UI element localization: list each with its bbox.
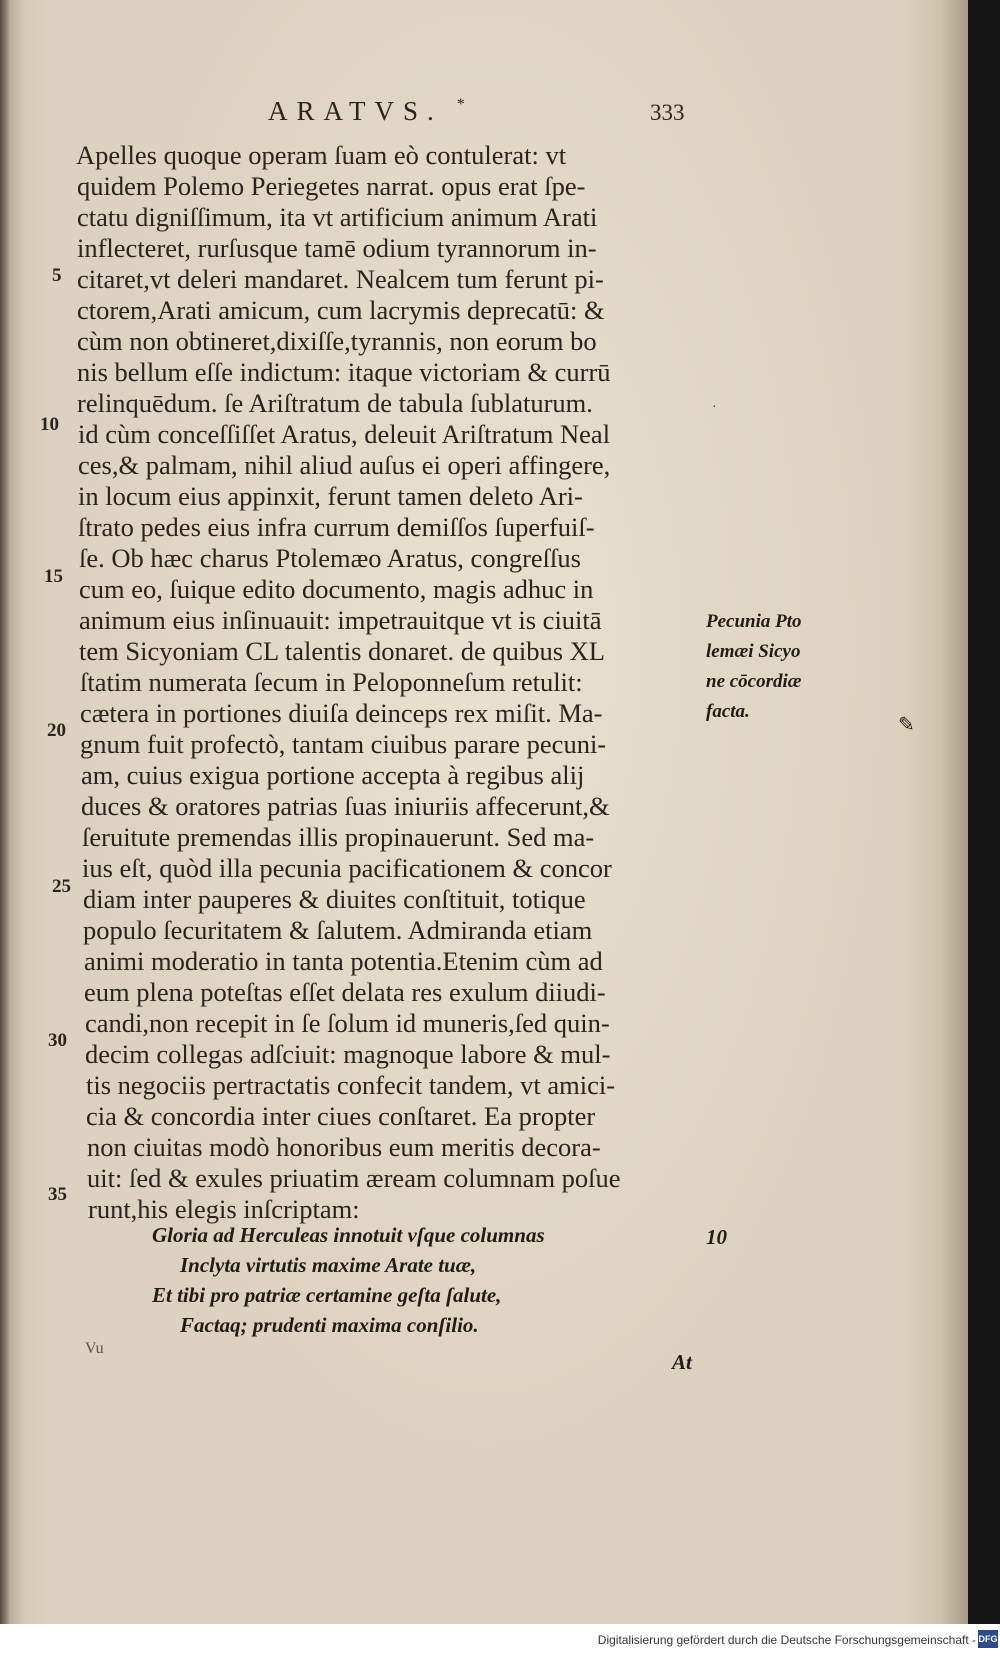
text-line: ſtatim numerata ſecum in Peloponneſum retulit:: [80, 667, 583, 697]
text-line: cætera in portiones diuiſa deinceps rex miſit. Ma-: [80, 698, 603, 728]
verse-line: Et tibi pro patriæ certamine geſta ſalute,: [152, 1283, 502, 1307]
text-line: ctorem,Arati amicum, cum lacrymis deprecatū: &: [77, 295, 605, 325]
page-edge-shadow: [0, 0, 10, 1624]
text-line: animum eius inſinuauit: impetrauitque vt is ciuitā: [79, 605, 602, 635]
running-head-mark: *: [456, 96, 465, 113]
verse-line: Factaq; prudenti maxima conſilio.: [180, 1313, 479, 1337]
line-number: 10: [40, 414, 59, 435]
dfg-logo-icon: DFG: [978, 1630, 998, 1648]
sidenote-line: facta.: [706, 701, 750, 722]
pointer-mark: ✎: [898, 714, 915, 736]
text-line: non ciuitas modò honoribus eum meritis decora-: [87, 1132, 601, 1162]
text-line: inflecteret, rurſusque tamē odium tyrannorum in-: [77, 233, 597, 263]
catchword: At: [672, 1350, 692, 1374]
sidenote-line: Pecunia Pto: [706, 611, 802, 632]
text-line: ius eſt, quòd illa pecunia pacificationem & concor: [82, 853, 612, 883]
running-head-title: ARATVS.: [268, 96, 443, 126]
text-line: nis bellum eſſe indictum: itaque victoriam & currū: [77, 357, 611, 387]
stray-dot: ·: [712, 400, 717, 415]
line-number: 35: [48, 1184, 67, 1205]
sidenote-line: ne cōcordiæ: [706, 671, 802, 692]
signature-mark: Vu: [85, 1340, 104, 1357]
line-number: 15: [44, 566, 63, 587]
verse-line: Gloria ad Herculeas innotuit vſque columnas: [152, 1223, 545, 1247]
text-line: cum eo, ſuique edito documento, magis adhuc in: [79, 574, 594, 604]
line-number: 20: [47, 720, 66, 741]
text-line: relinquēdum. ſe Ariſtratum de tabula ſublaturum.: [77, 388, 593, 418]
text-line: am, cuius exigua portione accepta à regibus alij: [81, 760, 585, 790]
text-line: cia & concordia inter ciues conſtaret. Ea propter: [86, 1101, 596, 1131]
running-head: [268, 96, 465, 127]
text-line: citaret,vt deleri mandaret. Nealcem tum ferunt pi-: [77, 264, 604, 294]
text-line: eum plena poteſtas eſſet delata res exulum diiudi-: [84, 977, 606, 1007]
text-line: id cùm conceſſiſſet Aratus, deleuit Ariſtratum Neal: [78, 419, 611, 449]
sidenote-line: lemæi Sicyo: [706, 641, 801, 662]
text-line: diam inter pauperes & diuites conſtituit, totique: [83, 884, 586, 914]
text-line: populo ſecuritatem & ſalutem. Admiranda etiam: [83, 915, 593, 945]
line-number: 30: [48, 1030, 67, 1051]
text-line: decim collegas adſciuit: magnoque labore & mul-: [85, 1039, 611, 1069]
text-line: ſeruitute premendas illis propinauerunt. Sed ma-: [82, 822, 595, 852]
text-line: candi,non recepit in ſe ſolum id muneris,ſed quin-: [85, 1008, 610, 1038]
text-line: tis negociis pertractatis confecit tandem, vt amici-: [86, 1070, 616, 1100]
verse-number: 10: [706, 1225, 727, 1249]
verse-line: Inclyta virtutis maxime Arate tuæ,: [180, 1253, 477, 1277]
text-line: cùm non obtineret,dixiſſe,tyrannis, non eorum bo: [77, 326, 597, 356]
text-line: gnum fuit profectò, tantam ciuibus parare pecuni-: [80, 729, 607, 759]
text-line: ſtrato pedes eius infra currum demiſſos ſuperfuiſ-: [78, 512, 595, 542]
line-number: 25: [52, 876, 71, 897]
text-line: duces & oratores patrias ſuas iniuriis affecerunt,&: [81, 791, 610, 821]
text-line: uit: ſed & exules priuatim æream columnam poſue: [87, 1163, 621, 1193]
funding-note: Digitalisierung gefördert durch die Deutsche Forschungsgemeinschaft -: [597, 1633, 976, 1647]
text-line: ces,& palmam, nihil aliud auſus ei operi affingere,: [78, 450, 611, 480]
line-number: 5: [52, 265, 62, 286]
text-line: ctatu digniſſimum, ita vt artificium animum Arati: [77, 202, 598, 232]
text-line: ſe. Ob hæc charus Ptolemæo Aratus, congreſſus: [79, 543, 581, 573]
text-line: animi moderatio in tanta potentia.Etenim cùm ad: [84, 946, 603, 976]
text-line: quidem Polemo Periegetes narrat. opus erat ſpe-: [77, 171, 586, 201]
text-line: tem Sicyoniam CL talentis donaret. de quibus XL: [79, 636, 605, 666]
footer-bar: [0, 1624, 1000, 1656]
text-line: in locum eius appinxit, ferunt tamen deleto Ari-: [78, 481, 583, 511]
folio-number: 333: [650, 100, 685, 125]
text-line: runt,his elegis inſcriptam:: [88, 1194, 360, 1224]
text-line: Apelles quoque operam ſuam eò contulerat: vt: [76, 140, 567, 170]
